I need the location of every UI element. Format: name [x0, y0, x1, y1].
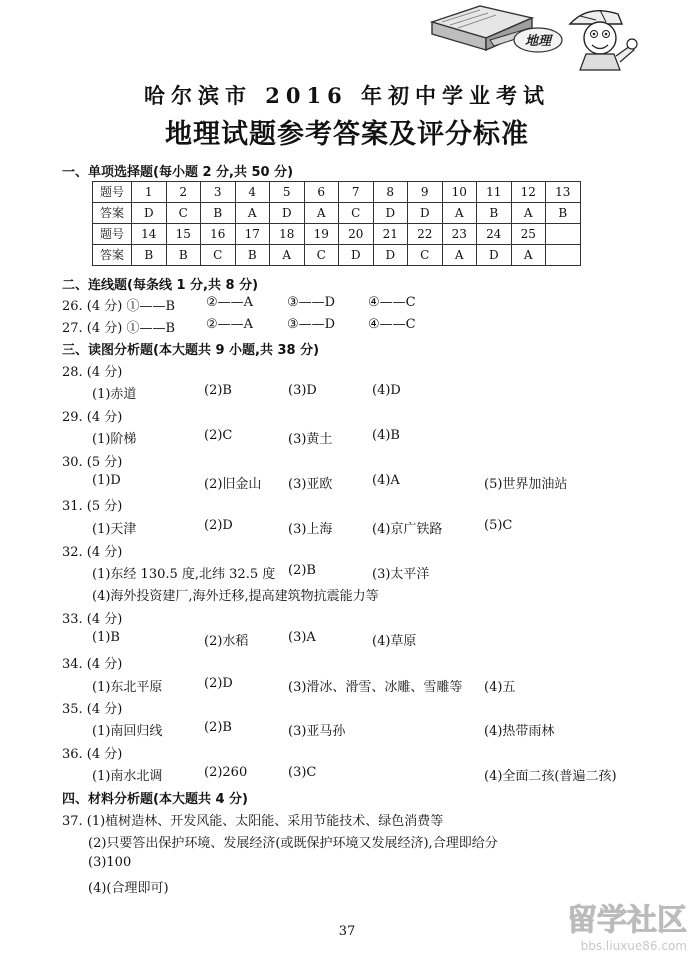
table-cell: B: [201, 203, 236, 224]
watermark-logo-text: 留学社区: [567, 903, 687, 938]
table-cell: A: [304, 203, 339, 224]
table-cell: 7: [339, 182, 374, 203]
table-cell: 题号: [93, 182, 132, 203]
table-cell: A: [511, 203, 546, 224]
q36-label: 36. (4 分): [62, 747, 123, 762]
q37-part2: (2)只要答出保护环境、发展经济(或既保护环境又发展经济),合理即给分: [88, 836, 498, 851]
q33-label: 33. (4 分): [62, 612, 123, 627]
table-row: [93, 245, 581, 266]
table-cell: 8: [373, 182, 408, 203]
table-cell: D: [373, 245, 408, 266]
svg-text:地理: 地理: [524, 34, 552, 49]
table-cell: 22: [408, 224, 443, 245]
q35-answers: (1)南回归线 (2)B (3)亚马孙 (4)热带雨林: [92, 720, 555, 739]
table-cell: 21: [373, 224, 408, 245]
table-cell: 2: [166, 182, 201, 203]
table-cell: 12: [511, 182, 546, 203]
table-cell: 23: [442, 224, 477, 245]
q34-label: 34. (4 分): [62, 657, 123, 672]
table-cell: A: [270, 245, 305, 266]
q32-answers: (1)东经 130.5 度,北纬 32.5 度 (2)B (3)太平洋: [92, 563, 430, 582]
table-cell: 14: [132, 224, 167, 245]
table-cell: 24: [477, 224, 512, 245]
q33-answers: (1)B (2)水稻 (3)A (4)草原: [92, 630, 417, 649]
table-cell: 9: [408, 182, 443, 203]
section-1-heading: 一、单项选择题(每小题 2 分,共 50 分): [62, 165, 294, 180]
table-cell: D: [132, 203, 167, 224]
table-cell: 4: [235, 182, 270, 203]
q35-label: 35. (4 分): [62, 702, 123, 717]
q37-part3: (3)100: [88, 855, 132, 870]
table-cell: 15: [166, 224, 201, 245]
table-cell: D: [477, 245, 512, 266]
table-cell: D: [270, 203, 305, 224]
table-cell: C: [166, 203, 201, 224]
table-cell: 10: [442, 182, 477, 203]
table-cell: 11: [477, 182, 512, 203]
table-cell: A: [511, 245, 546, 266]
q32-label: 32. (4 分): [62, 545, 123, 560]
table-cell: [546, 245, 581, 266]
subject-badge: [514, 28, 562, 52]
watermark-url: bbs.liuxue86.com: [580, 939, 687, 953]
table-row: [93, 182, 581, 203]
table-cell: D: [408, 203, 443, 224]
table-cell: B: [546, 203, 581, 224]
q30-label: 30. (5 分): [62, 455, 123, 470]
table-cell: 答案: [93, 245, 132, 266]
page-number: 37: [338, 924, 356, 939]
table-cell: 25: [511, 224, 546, 245]
table-cell: 18: [270, 224, 305, 245]
table-cell: 16: [201, 224, 236, 245]
table-cell: 19: [304, 224, 339, 245]
table-row: [93, 224, 581, 245]
header-decoration: [420, 0, 694, 75]
table-cell: 20: [339, 224, 374, 245]
site-watermark: [535, 900, 690, 956]
table-row: [93, 203, 581, 224]
table-cell: C: [304, 245, 339, 266]
q34-answers: (1)东北平原 (2)D (3)滑冰、滑雪、冰雕、雪雕等 (4)五: [92, 676, 516, 695]
table-cell: A: [442, 245, 477, 266]
cartoon-boy-icon: [570, 10, 637, 70]
section-4-heading: 四、材料分析题(本大题共 4 分): [62, 792, 248, 807]
table-cell: B: [132, 245, 167, 266]
table-cell: B: [166, 245, 201, 266]
section-3-heading: 三、读图分析题(本大题共 9 小题,共 38 分): [62, 343, 320, 358]
table-cell: B: [235, 245, 270, 266]
answer-table: [92, 181, 581, 266]
table-cell: D: [339, 245, 374, 266]
q28-answers: (1)赤道 (2)B (3)D (4)D: [92, 383, 401, 402]
table-cell: 6: [304, 182, 339, 203]
q31-label: 31. (5 分): [62, 499, 123, 514]
table-cell: 13: [546, 182, 581, 203]
table-cell: C: [408, 245, 443, 266]
q30-answers: (1)D (2)旧金山 (3)亚欧 (4)A (5)世界加油站: [92, 473, 568, 492]
table-cell: 5: [270, 182, 305, 203]
table-cell: 17: [235, 224, 270, 245]
table-cell: D: [373, 203, 408, 224]
q37-part1: 37. (1)植树造林、开发风能、太阳能、采用节能技术、绿色消费等: [62, 814, 444, 829]
exam-title: 哈尔滨市 2016 年初中学业考试: [143, 83, 551, 108]
table-cell: 题号: [93, 224, 132, 245]
table-cell: 1: [132, 182, 167, 203]
answer-key-title: 地理试题参考答案及评分标准: [165, 119, 529, 150]
q29-answers: (1)阶梯 (2)C (3)黄土 (4)B: [92, 428, 400, 447]
table-cell: B: [477, 203, 512, 224]
section-2-heading: 二、连线题(每条线 1 分,共 8 分): [62, 278, 259, 293]
table-cell: [546, 224, 581, 245]
table-cell: C: [201, 245, 236, 266]
table-cell: A: [442, 203, 477, 224]
table-cell: A: [235, 203, 270, 224]
q37-part4: (4)(合理即可): [88, 881, 169, 896]
q28-label: 28. (4 分): [62, 365, 123, 380]
q27-answers: 27. (4 分) ①——B ②——A ③——D ④——C: [62, 317, 416, 336]
q26-answers: 26. (4 分) ①——B ②——A ③——D ④——C: [62, 295, 416, 314]
q29-label: 29. (4 分): [62, 410, 123, 425]
q36-answers: (1)南水北调 (2)260 (3)C (4)全面二孩(普遍二孩): [92, 765, 617, 784]
table-cell: 答案: [93, 203, 132, 224]
q32-part4: (4)海外投资建厂,海外迁移,提高建筑物抗震能力等: [92, 589, 379, 604]
table-cell: C: [339, 203, 374, 224]
q31-answers: (1)天津 (2)D (3)上海 (4)京广铁路 (5)C: [92, 518, 513, 537]
table-cell: 3: [201, 182, 236, 203]
